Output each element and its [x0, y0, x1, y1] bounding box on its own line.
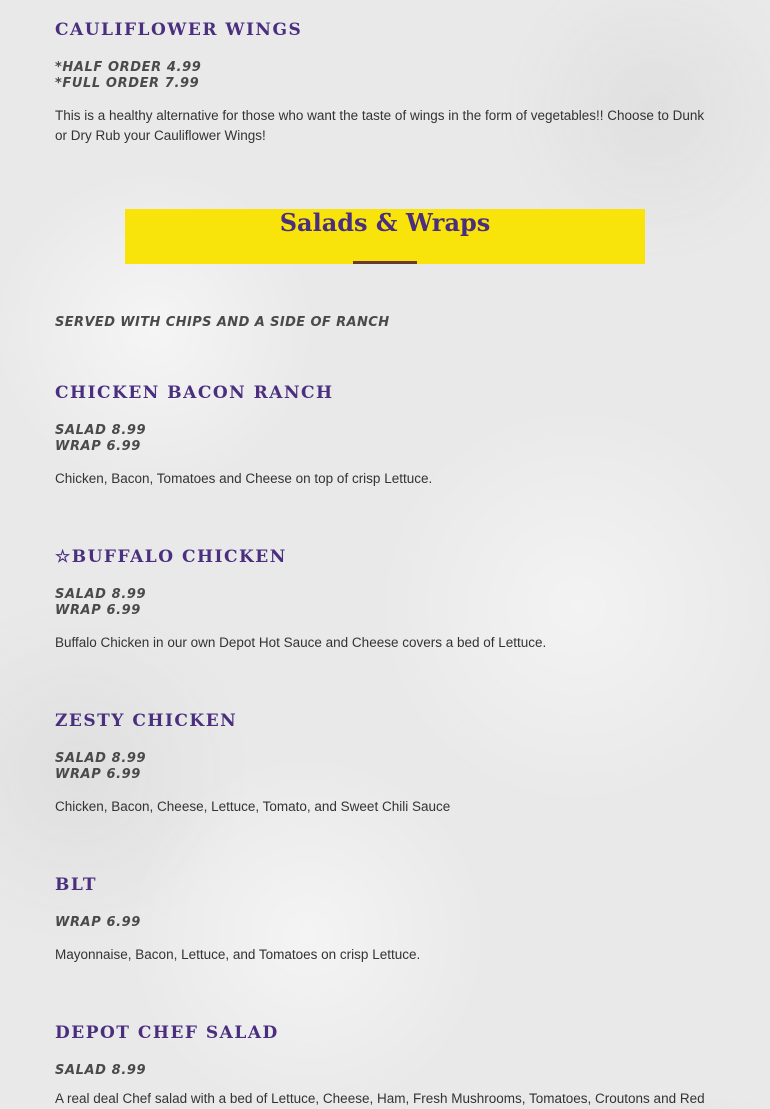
item-description-blt: Mayonnaise, Bacon, Lettuce, and Tomatoes on crisp Lettuce.: [55, 947, 421, 962]
price-wrap: WRAP 6.99: [55, 439, 141, 454]
item-title-buffalo-chicken: ☆BUFFALO CHICKEN: [55, 547, 287, 567]
item-description-cauliflower-wings: This is a healthy alternative for those who want the taste of wings in the form of vegetables!! Choose to Dunk or Dry Rub your Cauliflower Wings!: [55, 108, 705, 143]
section-title: Salads & Wraps: [279, 208, 491, 237]
price-full-order: *FULL ORDER 7.99: [55, 76, 200, 91]
section-banner: [125, 209, 645, 264]
price-wrap: WRAP 6.99: [55, 767, 141, 782]
price-salad: SALAD 8.99: [55, 423, 147, 438]
price-wrap: WRAP 6.99: [55, 603, 141, 618]
item-title-zesty-chicken: ZESTY CHICKEN: [55, 711, 238, 731]
item-title-depot-chef-salad: DEPOT CHEF SALAD: [55, 1023, 279, 1043]
section-title-underline: [353, 261, 417, 264]
price-half-order: *HALF ORDER 4.99: [55, 60, 202, 75]
price-salad: SALAD 8.99: [55, 587, 147, 602]
item-description-buffalo-chicken: Buffalo Chicken in our own Depot Hot Sauce and Cheese covers a bed of Lettuce.: [55, 635, 547, 650]
section-note: SERVED WITH CHIPS AND A SIDE OF RANCH: [55, 315, 390, 330]
item-description-chicken-bacon-ranch: Chicken, Bacon, Tomatoes and Cheese on top of crisp Lettuce.: [55, 471, 433, 486]
item-title-chicken-bacon-ranch: CHICKEN BACON RANCH: [55, 383, 334, 403]
item-title-blt: BLT: [55, 875, 98, 895]
item-description-zesty-chicken: Chicken, Bacon, Cheese, Lettuce, Tomato, and Sweet Chili Sauce: [55, 799, 451, 814]
price-salad: SALAD 8.99: [55, 751, 147, 766]
item-description-depot-chef-salad: A real deal Chef salad with a bed of Lettuce, Cheese, Ham, Fresh Mushrooms, Tomatoes, Croutons and Red: [55, 1091, 705, 1106]
item-title-cauliflower-wings: CAULIFLOWER WINGS: [55, 20, 303, 40]
price-salad: SALAD 8.99: [55, 1063, 147, 1078]
price-wrap: WRAP 6.99: [55, 915, 141, 930]
